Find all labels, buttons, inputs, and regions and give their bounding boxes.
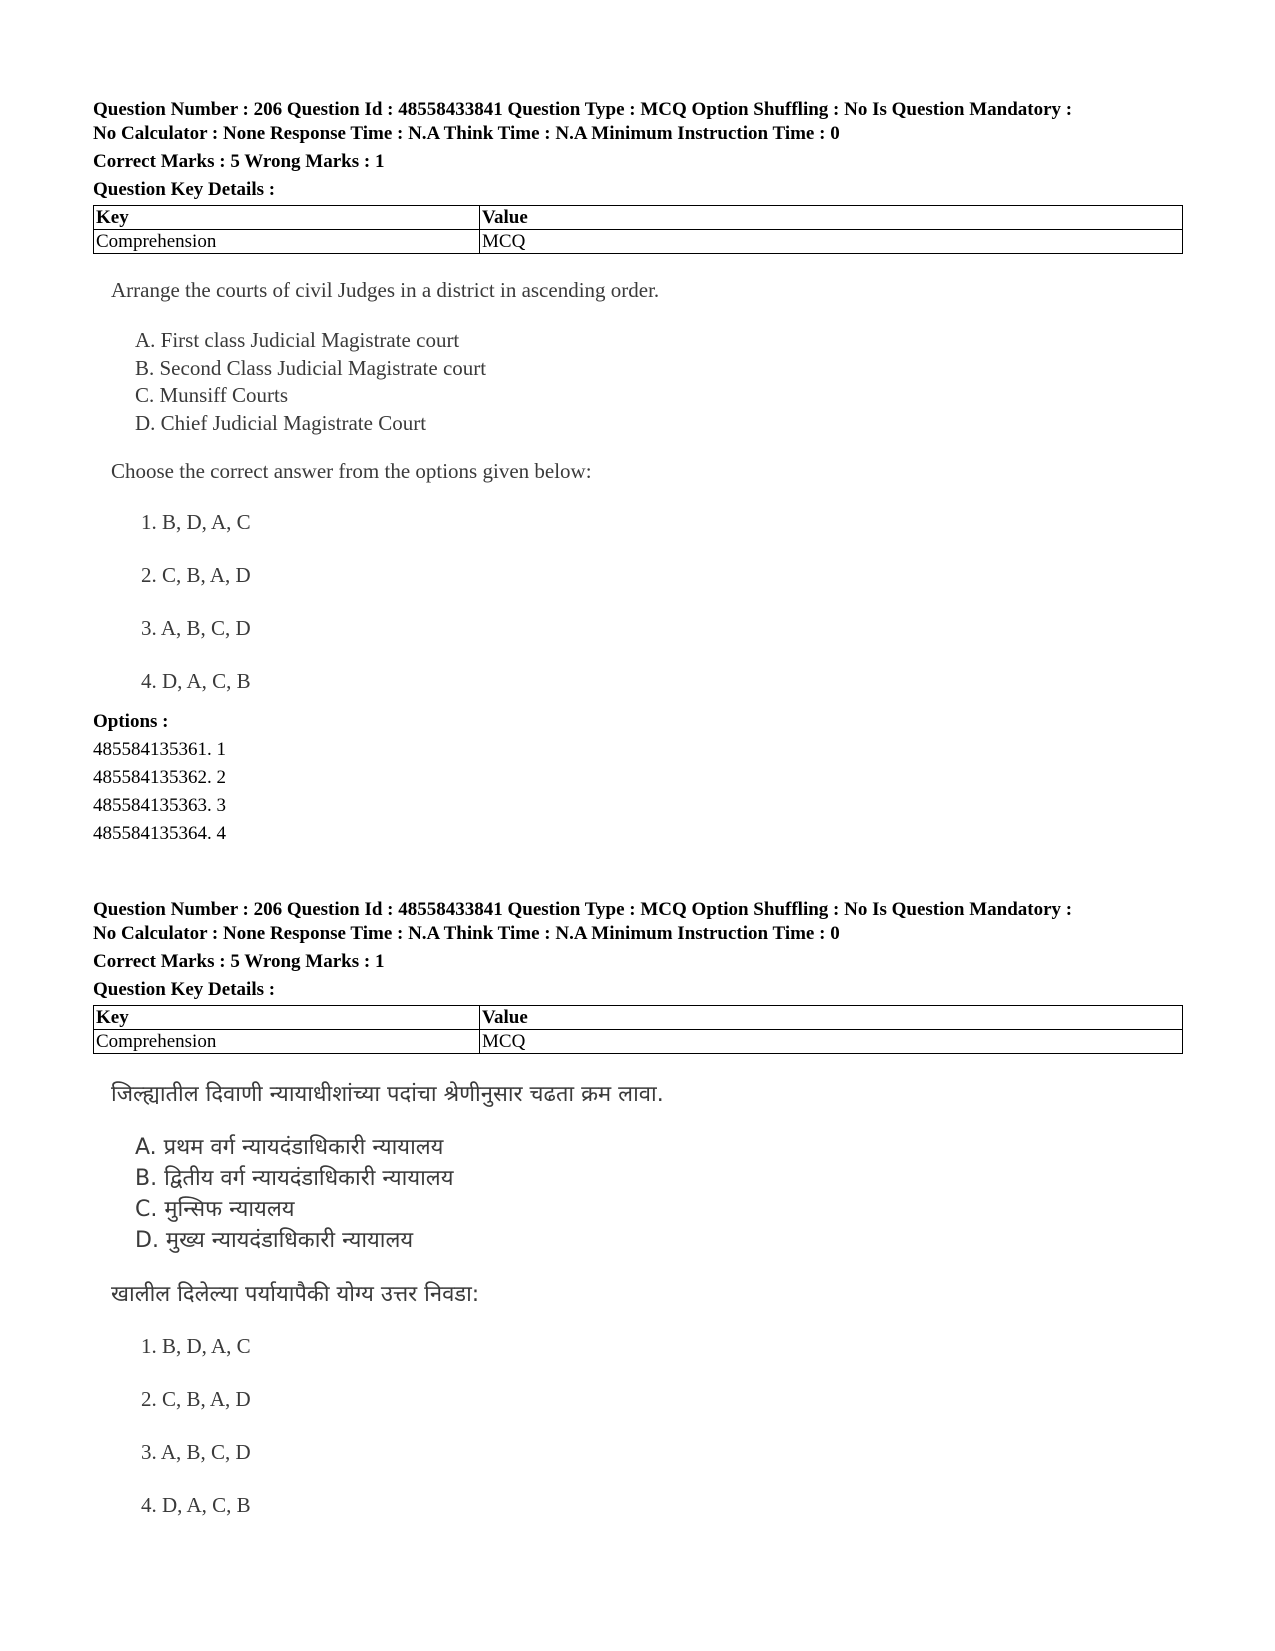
list-item: A. प्रथम वर्ग न्यायदंडाधिकारी न्यायालय <box>135 1135 444 1160</box>
table-header-key: Key <box>94 1006 480 1030</box>
question-statement: Arrange the courts of civil Judges in a district in ascending order. <box>111 278 660 302</box>
option-id: 485584135361. 1 <box>93 739 226 760</box>
answer-choice: 2. C, B, A, D <box>141 563 251 587</box>
list-item: A. First class Judicial Magistrate court <box>135 328 460 352</box>
question-content <box>93 278 1183 696</box>
answer-choices <box>141 1331 1183 1520</box>
answer-choice: 1. B, D, A, C <box>141 510 251 534</box>
metadata-line-2: No Calculator : None Response Time : N.A Think Time : N.A Minimum Instruction Time : 0 <box>93 123 840 144</box>
table-header-row <box>94 1006 1183 1030</box>
question-statement: जिल्ह्यातील दिवाणी न्यायाधीशांच्या पदांचा श्रेणीनुसार चढता क्रम लावा. <box>111 1082 664 1107</box>
list-item: C. मुन्सिफ न्यायलय <box>135 1197 295 1222</box>
key-details-label: Question Key Details : <box>93 179 276 200</box>
option-id: 485584135364. 4 <box>93 823 226 844</box>
table-header-key: Key <box>94 206 480 230</box>
marks-line: Correct Marks : 5 Wrong Marks : 1 <box>93 151 385 172</box>
option-id: 485584135362. 2 <box>93 767 226 788</box>
key-details-table <box>93 1005 1183 1054</box>
list-item: D. Chief Judicial Magistrate Court <box>135 410 427 435</box>
answer-choice: 2. C, B, A, D <box>141 1387 251 1411</box>
answer-choice: 4. D, A, C, B <box>141 669 251 693</box>
table-row <box>94 1030 1183 1054</box>
question-items <box>135 1132 1183 1256</box>
question-block-english <box>93 98 1183 848</box>
table-header-row <box>94 206 1183 230</box>
answer-choice: 3. A, B, C, D <box>141 616 251 640</box>
choose-instruction: Choose the correct answer from the options given below: <box>111 459 592 483</box>
answer-choice: 3. A, B, C, D <box>141 1440 251 1464</box>
question-block-marathi <box>93 898 1183 1520</box>
options-label: Options : <box>93 711 169 732</box>
options-section <box>93 708 1183 848</box>
marks-line: Correct Marks : 5 Wrong Marks : 1 <box>93 951 385 972</box>
list-item: B. Second Class Judicial Magistrate court <box>135 355 487 380</box>
choose-instruction: खालील दिलेल्या पर्यायापैकी योग्य उत्तर निवडा: <box>111 1282 480 1307</box>
question-metadata <box>93 898 1183 1002</box>
answer-choices <box>141 507 1183 696</box>
question-content <box>93 1078 1183 1520</box>
answer-choice: 1. B, D, A, C <box>141 1334 251 1358</box>
key-details-label: Question Key Details : <box>93 979 276 1000</box>
metadata-line-2: No Calculator : None Response Time : N.A Think Time : N.A Minimum Instruction Time : 0 <box>93 923 840 944</box>
table-header-value: Value <box>480 1006 1183 1030</box>
table-cell-value: MCQ <box>480 230 1183 254</box>
key-details-table <box>93 205 1183 254</box>
list-item: B. द्वितीय वर्ग न्यायदंडाधिकारी न्यायालय <box>135 1166 454 1191</box>
table-cell-value: MCQ <box>480 1030 1183 1054</box>
table-header-value: Value <box>480 206 1183 230</box>
question-items <box>135 327 1183 437</box>
list-item: C. Munsiff Courts <box>135 383 289 407</box>
metadata-line-1: Question Number : 206 Question Id : 48558433841 Question Type : MCQ Option Shuffling : No Is Question Mandatory : <box>93 99 1073 120</box>
answer-choice: 4. D, A, C, B <box>141 1493 251 1517</box>
table-row <box>94 230 1183 254</box>
option-id: 485584135363. 3 <box>93 795 226 816</box>
list-item: D. मुख्य न्यायदंडाधिकारी न्यायालय <box>135 1228 414 1253</box>
table-cell-key: Comprehension <box>94 230 480 254</box>
question-metadata <box>93 98 1183 202</box>
metadata-line-1: Question Number : 206 Question Id : 48558433841 Question Type : MCQ Option Shuffling : No Is Question Mandatory : <box>93 899 1073 920</box>
table-cell-key: Comprehension <box>94 1030 480 1054</box>
